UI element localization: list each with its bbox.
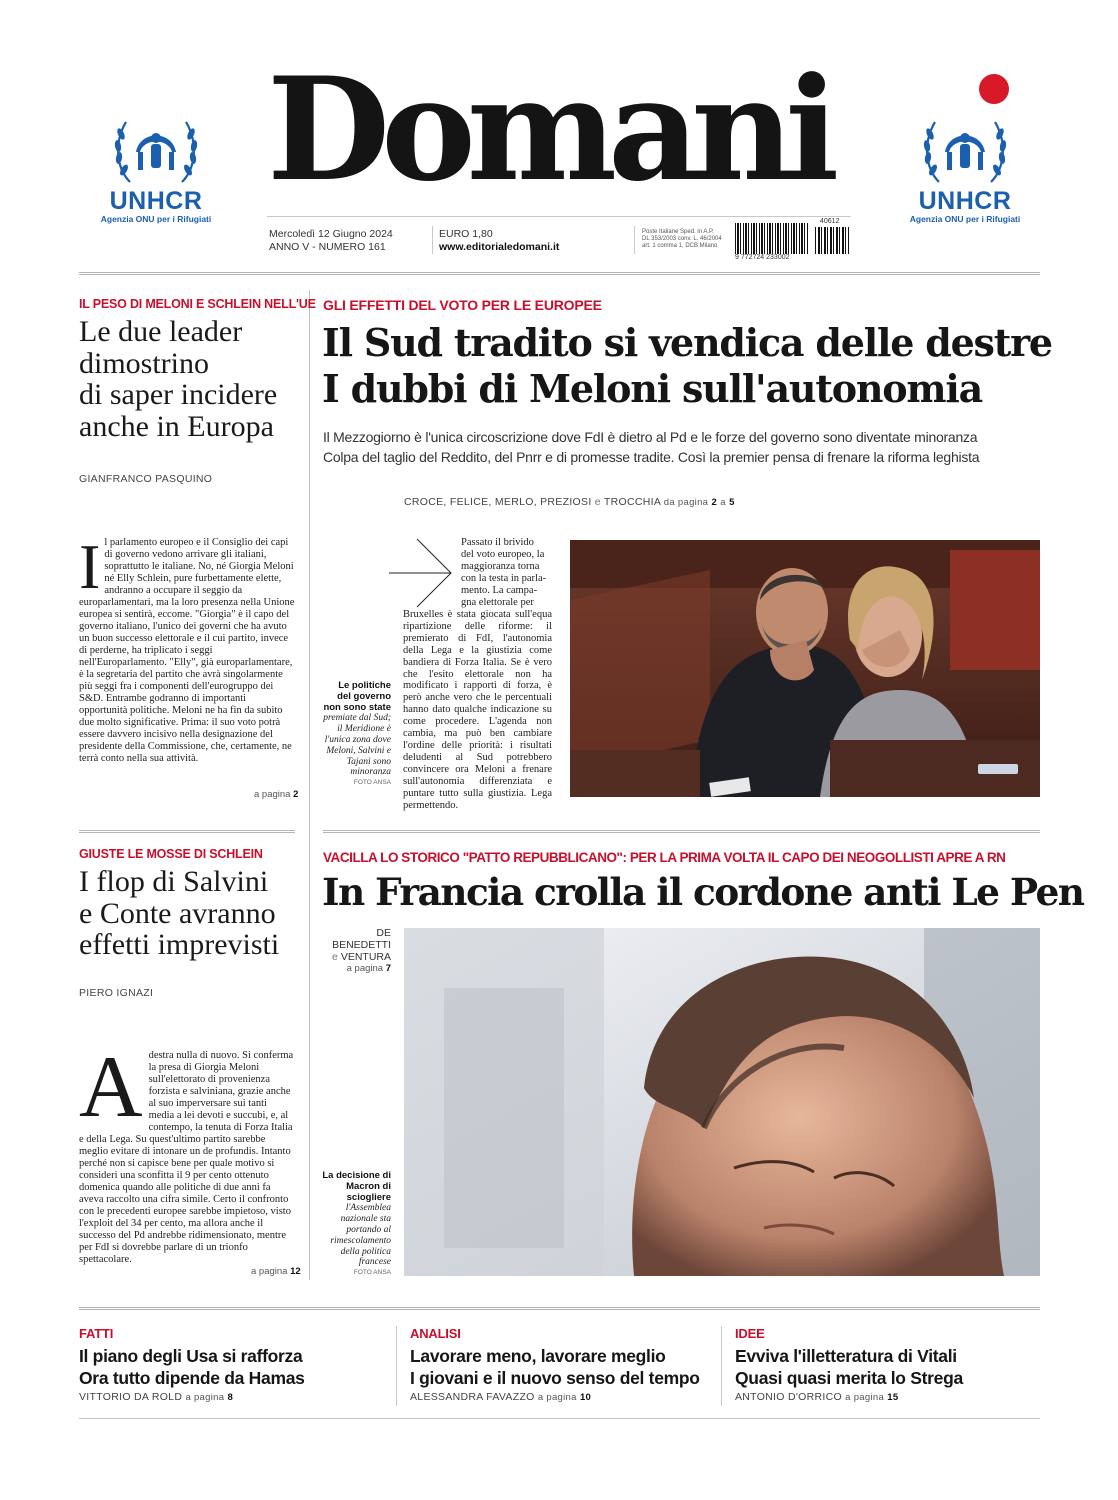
masthead-title: Domani [267,47,831,213]
barcode-addon [815,227,849,254]
lead-headline[interactable]: Il Sud tradito si vendica delle destre I dubbi di Meloni sull'autonomia [322,320,1052,411]
barcode-number: 9 772724 233002 [735,254,790,261]
left-bottom-page-ref[interactable]: a pagina 12 [251,1266,301,1277]
left-top-headline[interactable]: Le due leader dimostrino di saper incidere anche in Europa [79,315,278,443]
price: EURO 1,80 [439,228,493,240]
france-kicker: VACILLA LO STORICO "PATTO REPUBBLICANO": PER LA PRIMA VOLTA IL CAPO DEI NEOGOLLISTI APRE A RN [323,850,1006,865]
bottom-headline: Evviva l'illetteratura di Vitali Quasi quasi merita lo Strega [735,1346,963,1388]
article-body: destra nulla di nuovo. Si conferma la presa di Giorgia Meloni sull'elettorato di provenienza forzista e salviniana, grazie anche al suo imperversare sui tanti media a lei devoti e succubi, e, al contempo, la tenuta di Forza Italia e della Lega. Su quest'ultimo partito sarebbe meglio evitare di intonare un de profundis. Intanto perché non si capisce bene per quale motivo si consideri una sconfitta il 9 per cento ottenuto domenica quando alle politiche di due anni fa aveva raccolto una cifra simile. Certo il confronto con le precedenti europee sarebbe impietoso, visto l'exploit del 34 per cento, ma allora anche il successo del Pd andrebbe ridimensionato, mentre per FdI si dovrebbe parlare di un trionfo spettacolare. [79,1050,294,1265]
lead-subhead: Il Mezzogiorno è l'unica circoscrizione dove FdI è dietro al Pd e le forze del governo sono diventate minoranza Colpa del taglio del Reddito, del Pnrr e di promesse tradite. Così la premier pensa di frenare la riforma leghista [323,429,980,465]
left-top-kicker: IL PESO DI MELONI E SCHLEIN NELL'UE [79,297,316,311]
bottom-kicker: ANALISI [410,1326,461,1341]
masthead [267,47,852,213]
bottom-item-analisi[interactable] [410,1326,715,1403]
article-body: l parlamento europeo e il Consiglio dei capi di governo vedono arrivare gli italiani, soprattutto le italiane. No, né Giorgia Meloni né Elly Schlein, pure furbettamente elette, andranno a occupare il seggio da europarlamentari, ma la loro presenza nella Unione europea si sentirà, eccome. "Giorgia" è il capo del governo italiano, l'unico dei governi che ha avuto un buon successo elettorale e il cui partito, invece di perderne, ha triplicato i seggi nell'Europarlamento. "Elly", già europarlamentare, è la segretaria del partito che avrà singolarmente più seggi fra i componenti dell'eurogruppo dei S&D. Entrambe godranno di importanti opportunità politiche. Meloni ne ha fin da subito due molto significative. Prima: il suo voto potrà essere davvero incisivo nella designazione del presidente della Commissione, che, certamente, ne terrà conto nella sua attività. [79,537,295,764]
left-bottom-author: PIERO IGNAZI [79,987,154,999]
france-authors[interactable]: DE BENEDETTI e VENTURA a pagina 7 [332,927,391,974]
france-photo-caption: La decisione di Macron di sciogliere l'Assemblea nazionale sta portando al rimescolamento della politica francese FOTO ANSA [322,1170,391,1277]
france-photo [404,928,1040,1276]
masthead-red-dot [979,74,1009,104]
unhcr-subtitle: Agenzia ONU per i Rifugiati [909,214,1021,224]
lead-kicker: GLI EFFETTI DEL VOTO PER LE EUROPEE [323,297,602,313]
issue-date: Mercoledì 12 Giugno 2024 [269,228,393,240]
unhcr-subtitle: Agenzia ONU per i Rifugiati [100,214,212,224]
lead-photo-caption: Le politiche del governo non sono state premiate dal Sud; il Meridione è l'unica zona dove Meloni, Salvini e Tajani sono minoranza FOTO ANSA [323,680,391,787]
france-headline[interactable]: In Francia crolla il cordone anti Le Pen [322,870,1084,914]
unhcr-name: UNHCR [918,187,1012,215]
postal-info: Poste Italiane Sped. in A.P. DL 353/2003 conv. L. 46/2004 art. 1 comma 1, DCB Milano [642,229,722,249]
bottom-author: VITTORIO DA ROLD a pagina 8 [79,1391,234,1403]
bottom-headline: Lavorare meno, lavorare meglio I giovani e il nuovo senso del tempo [410,1346,700,1388]
barcode [735,223,808,254]
unhcr-logo-left [96,112,216,224]
left-top-page-ref[interactable]: a pagina 2 [254,789,299,800]
masthead-rule [267,216,851,217]
issue-number: ANNO V - NUMERO 161 [269,241,386,253]
lead-article-body: Bruxelles è stata giocata sull'equa ripartizione delle riforme: il premierato di FdI, l'autonomia della Lega e la giustizia come bandiera di Forza Italia. Se è vero che l'esito elettorale non ha modificato i rapporti di forza, è però anche vero che le percentuali hanno dato qualche indicazione su come procedere. L'agenda non cambia, ma può ben cambiare l'ordine delle priorità: i risultati deludenti al Sud potrebbero convincere ora Meloni a frenare sull'autonomia differenziata e puntare tutto sulla giustizia. Lega permettendo. [403,609,552,811]
dropcap: A [79,1050,143,1136]
left-bottom-article [79,1050,295,1268]
bottom-author: ALESSANDRA FAVAZZO a pagina 10 [410,1391,592,1403]
lead-photo [570,540,1040,797]
left-top-author: GIANFRANCO PASQUINO [79,473,213,485]
bottom-item-fatti[interactable] [79,1326,379,1403]
unhcr-emblem-icon [921,112,1009,188]
lead-article-intro: Passato il brivido del voto europeo, la maggioranza torna con la testa in parla- mento. La campa- gna elettorale per [461,537,547,608]
macron-photo [404,928,1040,1276]
unhcr-emblem-icon [112,112,200,188]
left-bottom-kicker: GIUSTE LE MOSSE DI SCHLEIN [79,847,263,861]
unhcr-name: UNHCR [109,187,203,215]
masthead-divider [79,272,1040,275]
website-link[interactable]: www.editorialedomani.it [439,241,560,253]
left-bottom-headline[interactable]: I flop di Salvini e Conte avranno effetti imprevisti [79,865,280,961]
arrow-icon [389,538,455,608]
bottom-kicker: IDEE [735,1326,765,1341]
unhcr-logo-right [905,112,1025,224]
barcode-top-number: 40612 [820,218,840,225]
bottom-headline: Il piano degli Usa si rafforza Ora tutto dipende da Hamas [79,1346,305,1388]
salvini-meloni-photo [570,540,1040,797]
lead-authors[interactable]: CROCE, FELICE, MERLO, PREZIOSI e TROCCHIA da pagina 2 a 5 [404,496,735,508]
left-top-article [79,537,295,791]
bottom-item-idee[interactable] [735,1326,1035,1403]
bottom-author: ANTONIO D'ORRICO a pagina 15 [735,1391,899,1403]
column-divider [309,290,310,1280]
dropcap: I [79,537,101,602]
bottom-kicker: FATTI [79,1326,114,1341]
